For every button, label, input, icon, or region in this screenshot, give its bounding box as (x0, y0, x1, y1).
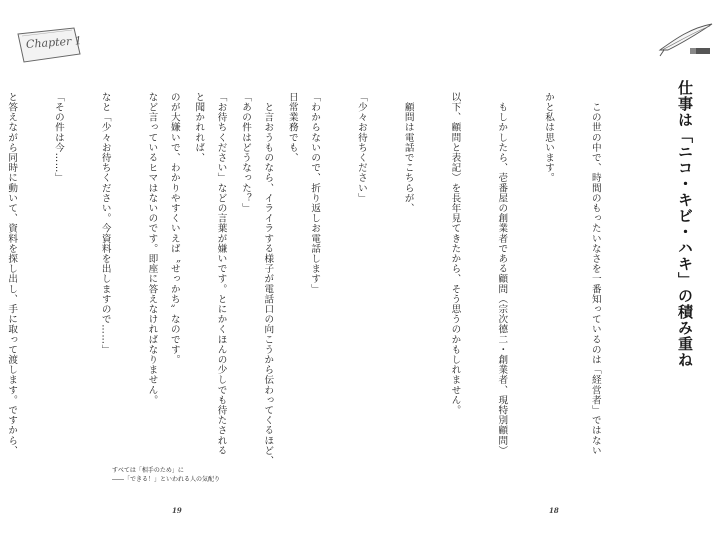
running-head-line-2: ――「できる！」といわれる人の気配り (112, 476, 221, 483)
right-page-body (135, 92, 634, 492)
quill-icon (654, 20, 716, 60)
right-line-3: もしかしたら、壱番屋の創業者である顧問（宗次德二・創業者、現特別顧問） (496, 92, 508, 456)
right-line-2: かと私は思います。 (543, 92, 555, 183)
left-line-2: 「あの件はどうなった？」 (240, 92, 252, 214)
right-line-10: のが大嫌いで、わかりやすくいえば〝せっかち〟なのです。 (168, 92, 180, 365)
right-line-1: この世の中で、時間のもったいなさを一番知っているのは「経営者」ではない (589, 92, 601, 456)
page-number-left: 19 (172, 506, 182, 515)
chapter-label: Chapter 1 (25, 34, 83, 51)
chapter-tab (14, 24, 84, 66)
right-line-7: 「わからないので、折り返しお電話します」 (309, 92, 321, 294)
left-line-7: と答えながら同時に動いて、資料を探し出し、手に取って渡します。ですから、 (6, 92, 18, 456)
page-number-right: 18 (549, 506, 559, 515)
right-line-4: 以下、顧問と表記）を長年見てきたから、そう思うのかもしれません。 (449, 92, 461, 416)
right-line-6: 「少々お待ちください」 (355, 92, 367, 204)
left-line-3: と聞かれれば、 (193, 92, 205, 163)
left-line-4: など言っているヒマはないのです。即座に答えなければなりません。 (146, 92, 158, 406)
right-line-5: 顧問は電話でこちらが、 (402, 92, 414, 214)
left-line-6: 「その件は今……」 (52, 92, 64, 183)
running-head-line-1: すべては「相手のため」に (112, 467, 184, 474)
chapter-title: 仕事は「ニコ・キビ・ハキ」の積み重ね (676, 80, 694, 368)
left-line-5: なと「少々お待ちください。今資料を出しますので……」 (99, 92, 111, 355)
right-line-8: と言おうものなら、イライラする様子が電話口の向こうから伝わってくるほど、 (262, 92, 274, 466)
right-line-9: 「お待ちください」などの言葉が嫌いです。とにかくほんの少しでも待たされる (215, 92, 227, 456)
left-line-1: 日常業務でも、 (286, 92, 298, 163)
